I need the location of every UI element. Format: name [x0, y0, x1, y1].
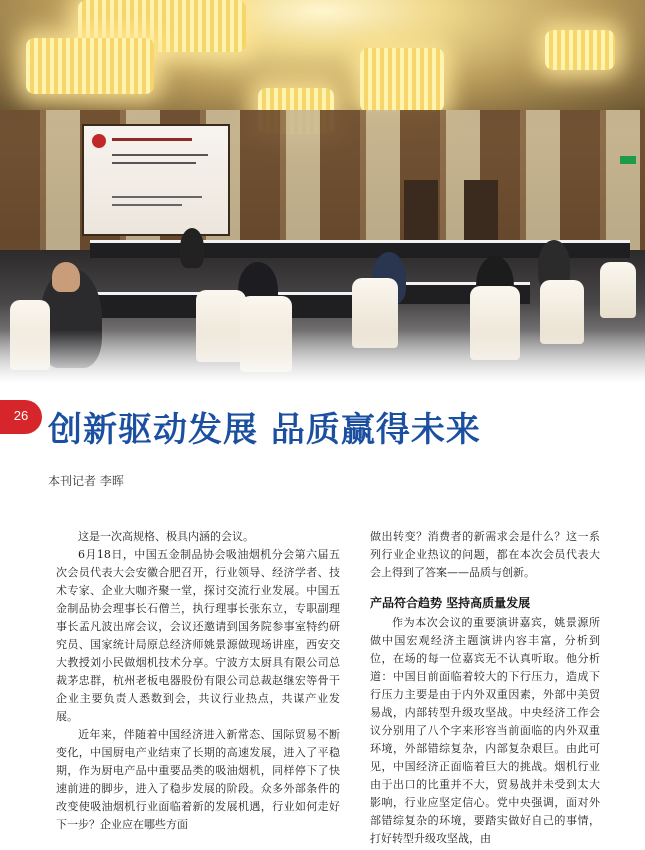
- photo-person: [52, 262, 80, 292]
- paragraph: 这是一次高规格、极具内涵的会议。: [78, 530, 254, 543]
- page-number: 26: [13, 408, 29, 423]
- photo-door: [404, 180, 438, 240]
- section-heading: 产品符合趋势 坚持高质量发展: [370, 596, 531, 610]
- article-byline: 本刊记者 李晖: [48, 474, 124, 488]
- paragraph: 6月18日，中国五金制品协会吸油烟机分会第六届五次会员代表大会安徽合肥召开，行业领导、经济学者、技术专家、企业大咖齐聚一堂，探讨交流行业发展。中国五金制品协会理事长石僧兰，执行理事长张东立，专职副理事长孟凡波出席会议，会议还邀请到国务院参事室特约研究员、国家统计局原总经济师姚景源做现场讲座，西安交大教授刘小民做烟机技术分享。宁波方太厨具有限公司总裁茅忠群，杭州老板电器股份有限公司总裁赵继宏等骨干企业主要负责人悉数到会，共议行业热点，共谋产业发展。: [56, 548, 340, 723]
- article-column-left: [56, 528, 340, 834]
- chandelier: [545, 30, 615, 70]
- paragraph: 近年来，伴随着中国经济进入新常态、国际贸易不断变化，中国厨电产业结束了长期的高速发展，进入了平稳期，作为厨电产品中重要品类的吸油烟机，同样停下了快速前进的脚步，进入了稳步发展的阶段。众多外部条件的改变使吸油烟机行业面临着新的发展机遇，行业如何走好下一步？企业应在哪些方面: [56, 728, 340, 831]
- screen-text-line: [112, 196, 202, 198]
- photo-fade: [0, 330, 645, 383]
- conference-photo: [0, 0, 645, 383]
- screen-text-line: [112, 162, 196, 164]
- page-number-badge: [0, 400, 42, 434]
- article-column-right: [370, 528, 600, 848]
- chandelier: [360, 48, 444, 112]
- screen-logo-icon: [92, 134, 106, 148]
- photo-chair: [600, 262, 636, 318]
- exit-sign-icon: [620, 156, 636, 164]
- paragraph: 作为本次会议的重要演讲嘉宾，姚景源所做中国宏观经济主题演讲内容丰富，分析到位，在场的每一位嘉宾无不认真听取。他分析道：中国目前面临着较大的下行压力，造成下行压力主要是由于内外双重因素，外部中美贸易战，内部转型升级攻坚战。中央经济工作会议分别用了八个字来形容当前面临的内外双重环境，外部错综复杂，内部复杂艰巨。由此可见，中国经济正面临着巨大的挑战。烟机行业由于出口的比重并不大，贸易战并未受到太大影响，行业应坚定信心。党中央强调，面对外部错综复杂的环境，要踏实做好自己的事情，打好转型升级攻坚战，由: [370, 616, 600, 845]
- photo-person: [180, 228, 204, 268]
- article-title: 创新驱动发展 品质赢得未来: [48, 410, 481, 450]
- projection-screen: [82, 124, 230, 236]
- paragraph: 做出转变？消费者的新需求会是什么？这一系列行业企业热议的问题，都在本次会员代表大会上得到了答案——品质与创新。: [370, 530, 600, 579]
- screen-text-line: [112, 154, 208, 156]
- chandelier: [26, 38, 154, 94]
- screen-text-line: [112, 204, 182, 206]
- photo-door: [464, 180, 498, 240]
- screen-text-line: [112, 138, 192, 141]
